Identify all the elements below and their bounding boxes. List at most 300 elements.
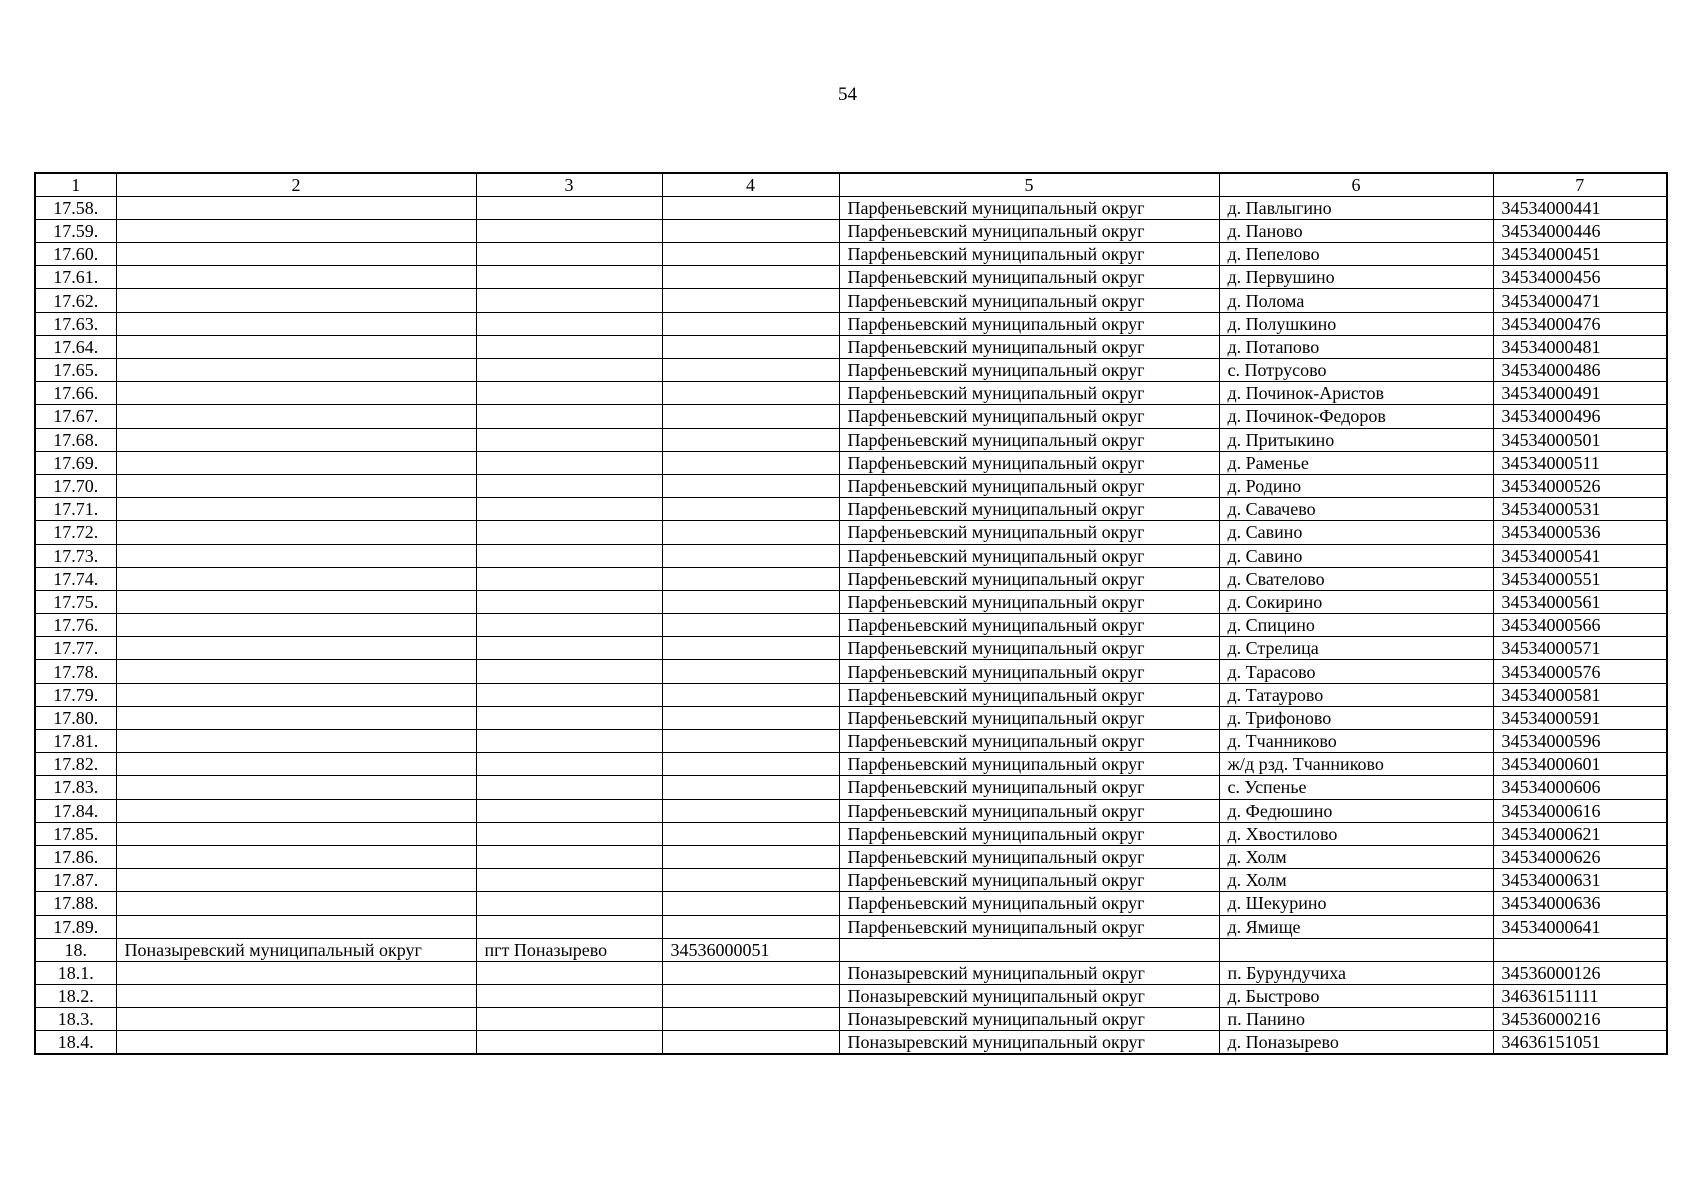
district-cell: Парфеньевский муниципальный округ xyxy=(839,683,1219,706)
table-row xyxy=(35,706,1667,729)
settlement-cell: д. Савино xyxy=(1219,544,1493,567)
table-row xyxy=(35,544,1667,567)
table-row xyxy=(35,451,1667,474)
center-cell xyxy=(476,845,662,868)
row-number: 17.85. xyxy=(35,822,116,845)
settlement-cell xyxy=(1219,938,1493,961)
oktmo-center-cell xyxy=(662,498,839,521)
settlement-cell: д. Свателово xyxy=(1219,567,1493,590)
district-cell: Поназыревский муниципальный округ xyxy=(839,985,1219,1008)
oktmo-cell: 34534000446 xyxy=(1493,219,1667,242)
row-number: 17.59. xyxy=(35,219,116,242)
center-cell xyxy=(476,753,662,776)
row-number: 17.89. xyxy=(35,915,116,938)
oktmo-center-cell xyxy=(662,753,839,776)
municipality-cell xyxy=(116,822,476,845)
center-cell xyxy=(476,405,662,428)
row-number: 17.76. xyxy=(35,614,116,637)
table-row xyxy=(35,961,1667,984)
center-cell xyxy=(476,1008,662,1031)
district-cell: Парфеньевский муниципальный округ xyxy=(839,289,1219,312)
table-row xyxy=(35,614,1667,637)
oktmo-cell: 34534000596 xyxy=(1493,730,1667,753)
settlement-cell: д. Павлыгино xyxy=(1219,196,1493,219)
oktmo-cell: 34534000476 xyxy=(1493,312,1667,335)
table-row xyxy=(35,1008,1667,1031)
table-row xyxy=(35,428,1667,451)
table-row xyxy=(35,590,1667,613)
oktmo-center-cell xyxy=(662,544,839,567)
district-cell: Парфеньевский муниципальный округ xyxy=(839,567,1219,590)
column-header-1: 1 xyxy=(35,173,116,196)
oktmo-cell: 34534000626 xyxy=(1493,845,1667,868)
settlement-cell: д. Федюшино xyxy=(1219,799,1493,822)
district-cell: Парфеньевский муниципальный округ xyxy=(839,637,1219,660)
row-number: 18.1. xyxy=(35,961,116,984)
oktmo-center-cell xyxy=(662,266,839,289)
table-row xyxy=(35,196,1667,219)
oktmo-cell: 34534000491 xyxy=(1493,382,1667,405)
table-row xyxy=(35,359,1667,382)
oktmo-center-cell xyxy=(662,915,839,938)
table-row xyxy=(35,799,1667,822)
table-row xyxy=(35,869,1667,892)
oktmo-center-cell xyxy=(662,845,839,868)
oktmo-cell: 34534000601 xyxy=(1493,753,1667,776)
oktmo-cell: 34534000536 xyxy=(1493,521,1667,544)
municipality-cell xyxy=(116,776,476,799)
municipality-cell xyxy=(116,567,476,590)
municipality-cell xyxy=(116,660,476,683)
row-number: 17.65. xyxy=(35,359,116,382)
settlement-cell: д. Полушкино xyxy=(1219,312,1493,335)
settlement-cell: д. Шекурино xyxy=(1219,892,1493,915)
municipality-cell xyxy=(116,637,476,660)
row-number: 17.69. xyxy=(35,451,116,474)
row-number: 17.63. xyxy=(35,312,116,335)
row-number: 17.67. xyxy=(35,405,116,428)
oktmo-cell: 34534000616 xyxy=(1493,799,1667,822)
row-number: 17.73. xyxy=(35,544,116,567)
settlement-cell: д. Тарасово xyxy=(1219,660,1493,683)
oktmo-cell: 34534000481 xyxy=(1493,335,1667,358)
municipality-cell xyxy=(116,312,476,335)
row-number: 17.77. xyxy=(35,637,116,660)
settlement-cell: д. Полома xyxy=(1219,289,1493,312)
municipality-cell xyxy=(116,521,476,544)
oktmo-center-cell xyxy=(662,799,839,822)
center-cell xyxy=(476,660,662,683)
settlement-cell: д. Стрелица xyxy=(1219,637,1493,660)
settlement-cell: п. Панино xyxy=(1219,1008,1493,1031)
municipality-cell xyxy=(116,1008,476,1031)
oktmo-cell: 34534000451 xyxy=(1493,243,1667,266)
center-cell xyxy=(476,567,662,590)
oktmo-cell: 34534000631 xyxy=(1493,869,1667,892)
center-cell xyxy=(476,1031,662,1054)
district-cell: Парфеньевский муниципальный округ xyxy=(839,845,1219,868)
oktmo-center-cell xyxy=(662,776,839,799)
row-number: 18.4. xyxy=(35,1031,116,1054)
oktmo-cell: 34534000636 xyxy=(1493,892,1667,915)
oktmo-center-cell xyxy=(662,683,839,706)
municipality-cell xyxy=(116,683,476,706)
table-row xyxy=(35,683,1667,706)
column-header-4: 4 xyxy=(662,173,839,196)
row-number: 17.61. xyxy=(35,266,116,289)
district-cell: Парфеньевский муниципальный округ xyxy=(839,892,1219,915)
oktmo-cell: 34534000531 xyxy=(1493,498,1667,521)
oktmo-cell: 34536000126 xyxy=(1493,961,1667,984)
district-cell: Парфеньевский муниципальный округ xyxy=(839,474,1219,497)
settlement-cell: д. Спицино xyxy=(1219,614,1493,637)
table-row xyxy=(35,1031,1667,1054)
table-row xyxy=(35,938,1667,961)
oktmo-cell: 34534000541 xyxy=(1493,544,1667,567)
settlement-cell: д. Паново xyxy=(1219,219,1493,242)
district-cell: Парфеньевский муниципальный округ xyxy=(839,869,1219,892)
oktmo-center-cell xyxy=(662,521,839,544)
center-cell xyxy=(476,614,662,637)
district-cell: Парфеньевский муниципальный округ xyxy=(839,730,1219,753)
oktmo-center-cell xyxy=(662,1008,839,1031)
center-cell xyxy=(476,730,662,753)
district-cell: Поназыревский муниципальный округ xyxy=(839,961,1219,984)
center-cell xyxy=(476,335,662,358)
district-cell: Парфеньевский муниципальный округ xyxy=(839,243,1219,266)
oktmo-center-cell xyxy=(662,243,839,266)
oktmo-center-cell xyxy=(662,359,839,382)
table-row xyxy=(35,521,1667,544)
district-cell: Парфеньевский муниципальный округ xyxy=(839,451,1219,474)
district-cell: Парфеньевский муниципальный округ xyxy=(839,498,1219,521)
municipality-cell xyxy=(116,799,476,822)
municipality-cell xyxy=(116,243,476,266)
oktmo-center-cell xyxy=(662,706,839,729)
row-number: 17.83. xyxy=(35,776,116,799)
center-cell xyxy=(476,312,662,335)
oktmo-cell: 34534000591 xyxy=(1493,706,1667,729)
municipality-cell xyxy=(116,985,476,1008)
settlement-cell: с. Успенье xyxy=(1219,776,1493,799)
municipality-cell xyxy=(116,359,476,382)
row-number: 17.72. xyxy=(35,521,116,544)
table-row xyxy=(35,382,1667,405)
district-cell: Парфеньевский муниципальный округ xyxy=(839,196,1219,219)
district-cell: Парфеньевский муниципальный округ xyxy=(839,706,1219,729)
settlement-cell: с. Потрусово xyxy=(1219,359,1493,382)
oktmo-cell: 34534000581 xyxy=(1493,683,1667,706)
center-cell xyxy=(476,915,662,938)
table-row xyxy=(35,845,1667,868)
table-row xyxy=(35,266,1667,289)
settlement-cell: д. Хвостилово xyxy=(1219,822,1493,845)
district-cell xyxy=(839,938,1219,961)
center-cell xyxy=(476,683,662,706)
row-number: 17.80. xyxy=(35,706,116,729)
municipality-cell xyxy=(116,892,476,915)
oktmo-center-cell xyxy=(662,730,839,753)
municipality-cell xyxy=(116,1031,476,1054)
district-cell: Парфеньевский муниципальный округ xyxy=(839,544,1219,567)
oktmo-cell: 34534000621 xyxy=(1493,822,1667,845)
municipality-cell xyxy=(116,498,476,521)
municipality-cell xyxy=(116,845,476,868)
oktmo-center-cell xyxy=(662,590,839,613)
column-header-7: 7 xyxy=(1493,173,1667,196)
oktmo-cell: 34534000511 xyxy=(1493,451,1667,474)
center-cell xyxy=(476,985,662,1008)
settlement-cell: д. Родино xyxy=(1219,474,1493,497)
column-header-3: 3 xyxy=(476,173,662,196)
district-cell: Поназыревский муниципальный округ xyxy=(839,1008,1219,1031)
district-cell: Парфеньевский муниципальный округ xyxy=(839,799,1219,822)
district-cell: Парфеньевский муниципальный округ xyxy=(839,915,1219,938)
row-number: 17.79. xyxy=(35,683,116,706)
table-row xyxy=(35,637,1667,660)
row-number: 17.78. xyxy=(35,660,116,683)
table-row xyxy=(35,474,1667,497)
district-cell: Поназыревский муниципальный округ xyxy=(839,1031,1219,1054)
settlement-cell: д. Быстрово xyxy=(1219,985,1493,1008)
oktmo-cell: 34636151111 xyxy=(1493,985,1667,1008)
municipality-cell xyxy=(116,614,476,637)
oktmo-center-cell xyxy=(662,985,839,1008)
oktmo-cell: 34534000571 xyxy=(1493,637,1667,660)
district-cell: Парфеньевский муниципальный округ xyxy=(839,590,1219,613)
oktmo-center-cell xyxy=(662,474,839,497)
municipality-cell xyxy=(116,196,476,219)
table-row xyxy=(35,730,1667,753)
district-cell: Парфеньевский муниципальный округ xyxy=(839,335,1219,358)
oktmo-cell: 34534000501 xyxy=(1493,428,1667,451)
center-cell xyxy=(476,637,662,660)
oktmo-center-cell xyxy=(662,822,839,845)
settlement-cell: д. Холм xyxy=(1219,845,1493,868)
settlement-cell: п. Бурундучиха xyxy=(1219,961,1493,984)
table-row xyxy=(35,498,1667,521)
center-cell xyxy=(476,799,662,822)
center-cell xyxy=(476,474,662,497)
oktmo-cell: 34534000561 xyxy=(1493,590,1667,613)
row-number: 17.88. xyxy=(35,892,116,915)
column-header-6: 6 xyxy=(1219,173,1493,196)
settlement-cell: д. Савачево xyxy=(1219,498,1493,521)
row-number: 17.82. xyxy=(35,753,116,776)
row-number: 17.86. xyxy=(35,845,116,868)
table-row xyxy=(35,219,1667,242)
municipality-cell xyxy=(116,474,476,497)
oktmo-center-cell xyxy=(662,289,839,312)
district-cell: Парфеньевский муниципальный округ xyxy=(839,266,1219,289)
district-cell: Парфеньевский муниципальный округ xyxy=(839,219,1219,242)
oktmo-cell: 34534000441 xyxy=(1493,196,1667,219)
row-number: 17.66. xyxy=(35,382,116,405)
table-row xyxy=(35,776,1667,799)
settlement-cell: д. Починок-Аристов xyxy=(1219,382,1493,405)
center-cell xyxy=(476,961,662,984)
oktmo-cell: 34534000566 xyxy=(1493,614,1667,637)
oktmo-cell: 34534000486 xyxy=(1493,359,1667,382)
oktmo-center-cell xyxy=(662,219,839,242)
row-number: 17.87. xyxy=(35,869,116,892)
settlement-cell: д. Притыкино xyxy=(1219,428,1493,451)
municipality-cell xyxy=(116,544,476,567)
district-cell: Парфеньевский муниципальный округ xyxy=(839,428,1219,451)
district-cell: Парфеньевский муниципальный округ xyxy=(839,776,1219,799)
center-cell: пгт Поназырево xyxy=(476,938,662,961)
oktmo-cell: 34534000526 xyxy=(1493,474,1667,497)
municipality-cell xyxy=(116,961,476,984)
center-cell xyxy=(476,359,662,382)
oktmo-center-cell xyxy=(662,614,839,637)
oktmo-cell: 34636151051 xyxy=(1493,1031,1667,1054)
table-body xyxy=(35,196,1667,1054)
table-row xyxy=(35,289,1667,312)
center-cell xyxy=(476,451,662,474)
row-number: 17.64. xyxy=(35,335,116,358)
oktmo-center-cell xyxy=(662,428,839,451)
district-cell: Парфеньевский муниципальный округ xyxy=(839,359,1219,382)
row-number: 17.84. xyxy=(35,799,116,822)
oktmo-center-cell xyxy=(662,961,839,984)
oktmo-cell: 34534000456 xyxy=(1493,266,1667,289)
row-number: 17.81. xyxy=(35,730,116,753)
table-row xyxy=(35,312,1667,335)
oktmo-center-cell xyxy=(662,382,839,405)
center-cell xyxy=(476,289,662,312)
district-cell: Парфеньевский муниципальный округ xyxy=(839,405,1219,428)
table-row xyxy=(35,567,1667,590)
municipality-cell xyxy=(116,869,476,892)
column-header-2: 2 xyxy=(116,173,476,196)
table-row xyxy=(35,405,1667,428)
settlement-cell: д. Трифоново xyxy=(1219,706,1493,729)
district-cell: Парфеньевский муниципальный округ xyxy=(839,614,1219,637)
oktmo-cell: 34534000496 xyxy=(1493,405,1667,428)
table-row xyxy=(35,753,1667,776)
settlement-cell: д. Починок-Федоров xyxy=(1219,405,1493,428)
row-number: 18.3. xyxy=(35,1008,116,1031)
settlement-cell: д. Татаурово xyxy=(1219,683,1493,706)
oktmo-center-cell xyxy=(662,892,839,915)
municipality-cell xyxy=(116,289,476,312)
settlement-cell: д. Тчанниково xyxy=(1219,730,1493,753)
municipality-cell xyxy=(116,706,476,729)
page-number: 54 xyxy=(838,84,857,105)
settlement-cell: д. Сокирино xyxy=(1219,590,1493,613)
table-row xyxy=(35,335,1667,358)
center-cell xyxy=(476,428,662,451)
municipality-cell xyxy=(116,219,476,242)
table-row xyxy=(35,822,1667,845)
center-cell xyxy=(476,243,662,266)
municipality-cell xyxy=(116,266,476,289)
center-cell xyxy=(476,590,662,613)
row-number: 17.58. xyxy=(35,196,116,219)
table-row xyxy=(35,915,1667,938)
municipality-cell xyxy=(116,428,476,451)
district-cell: Парфеньевский муниципальный округ xyxy=(839,822,1219,845)
row-number: 17.60. xyxy=(35,243,116,266)
row-number: 18.2. xyxy=(35,985,116,1008)
center-cell xyxy=(476,892,662,915)
center-cell xyxy=(476,869,662,892)
center-cell xyxy=(476,776,662,799)
oktmo-cell: 34534000606 xyxy=(1493,776,1667,799)
row-number: 17.71. xyxy=(35,498,116,521)
municipality-cell xyxy=(116,590,476,613)
settlement-cell: д. Поназырево xyxy=(1219,1031,1493,1054)
municipality-cell xyxy=(116,451,476,474)
oktmo-center-cell xyxy=(662,660,839,683)
row-number: 18. xyxy=(35,938,116,961)
oktmo-center-cell xyxy=(662,567,839,590)
row-number: 17.74. xyxy=(35,567,116,590)
oktmo-center-cell xyxy=(662,1031,839,1054)
oktmo-cell: 34534000551 xyxy=(1493,567,1667,590)
oktmo-center-cell xyxy=(662,637,839,660)
table-row xyxy=(35,985,1667,1008)
district-cell: Парфеньевский муниципальный округ xyxy=(839,382,1219,405)
row-number: 17.68. xyxy=(35,428,116,451)
municipality-cell xyxy=(116,753,476,776)
oktmo-center-cell xyxy=(662,869,839,892)
center-cell xyxy=(476,521,662,544)
table-header-row xyxy=(35,173,1667,196)
oktmo-cell: 34534000576 xyxy=(1493,660,1667,683)
center-cell xyxy=(476,219,662,242)
oktmo-cell xyxy=(1493,938,1667,961)
settlements-table xyxy=(34,172,1668,1055)
row-number: 17.75. xyxy=(35,590,116,613)
oktmo-center-cell xyxy=(662,312,839,335)
district-cell: Парфеньевский муниципальный округ xyxy=(839,312,1219,335)
center-cell xyxy=(476,498,662,521)
center-cell xyxy=(476,266,662,289)
settlement-cell: д. Пепелово xyxy=(1219,243,1493,266)
center-cell xyxy=(476,196,662,219)
center-cell xyxy=(476,544,662,567)
oktmo-center-cell xyxy=(662,335,839,358)
center-cell xyxy=(476,382,662,405)
column-header-5: 5 xyxy=(839,173,1219,196)
settlement-cell: д. Холм xyxy=(1219,869,1493,892)
district-cell: Парфеньевский муниципальный округ xyxy=(839,753,1219,776)
table-row xyxy=(35,243,1667,266)
oktmo-center-cell xyxy=(662,451,839,474)
municipality-cell xyxy=(116,730,476,753)
municipality-cell xyxy=(116,382,476,405)
table-row xyxy=(35,892,1667,915)
oktmo-cell: 34534000471 xyxy=(1493,289,1667,312)
oktmo-center-cell: 34536000051 xyxy=(662,938,839,961)
municipality-cell xyxy=(116,405,476,428)
district-cell: Парфеньевский муниципальный округ xyxy=(839,660,1219,683)
row-number: 17.62. xyxy=(35,289,116,312)
municipality-cell xyxy=(116,335,476,358)
district-cell: Парфеньевский муниципальный округ xyxy=(839,521,1219,544)
oktmo-cell: 34534000641 xyxy=(1493,915,1667,938)
settlement-cell: д. Савино xyxy=(1219,521,1493,544)
oktmo-center-cell xyxy=(662,196,839,219)
municipality-cell: Поназыревский муниципальный округ xyxy=(116,938,476,961)
settlement-cell: д. Первушино xyxy=(1219,266,1493,289)
settlement-cell: ж/д рзд. Тчанниково xyxy=(1219,753,1493,776)
center-cell xyxy=(476,706,662,729)
settlement-cell: д. Потапово xyxy=(1219,335,1493,358)
settlement-cell: д. Ямище xyxy=(1219,915,1493,938)
